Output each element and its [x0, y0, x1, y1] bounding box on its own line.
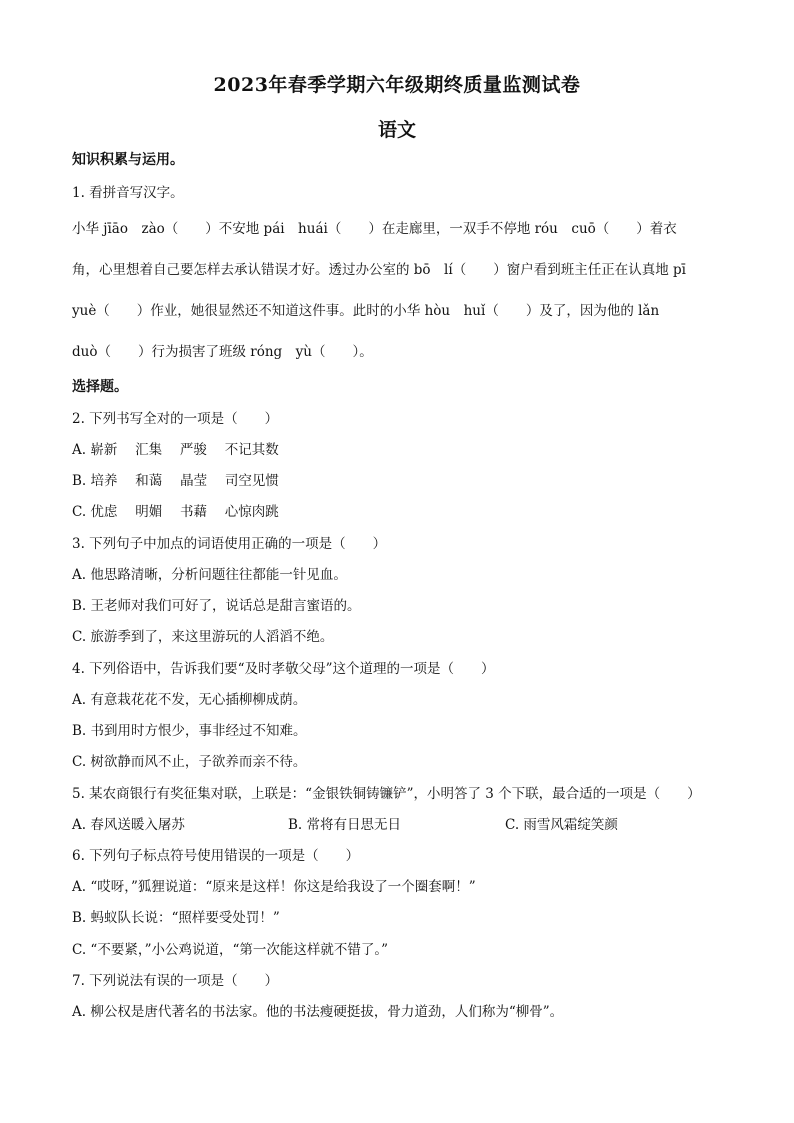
question-5-stem: 5. 某农商银行有奖征集对联，上联是：“金银铁铜铸镰铲”，小明答了 3 个下联，最合适的一项是（ ） — [72, 786, 701, 802]
question-6-stem: 6. 下列句子标点符号使用错误的一项是（ ） — [72, 848, 360, 864]
question-7-stem: 7. 下列说法有误的一项是（ ） — [72, 973, 279, 989]
question-1-line-1: 小华 jīāo zào（ ）不安地 pái huái（ ）在走廊里，一双手不停地 róu cuō（ ）着衣 — [72, 221, 677, 237]
question-4-option-a: A. 有意栽花花不发，无心插柳柳成荫。 — [72, 692, 307, 708]
question-2-option-b: B. 培养 和蔼 晶莹 司空见惯 — [72, 473, 279, 489]
question-5-option-b: B. 常将有日思无日 — [288, 817, 402, 833]
question-2-option-a: A. 崭新 汇集 严骏 不记其数 — [72, 442, 279, 458]
question-6-option-b: B. 蚂蚁队长说：“照样要受处罚！” — [72, 910, 280, 926]
question-1-stem: 1. 看拼音写汉字。 — [72, 185, 184, 201]
question-4-option-c: C. 树欲静而风不止，子欲养而亲不待。 — [72, 754, 307, 770]
section-heading-choice: 选择题。 — [72, 379, 128, 395]
question-3-option-b: B. 王老师对我们可好了，说话总是甜言蜜语的。 — [72, 598, 361, 614]
question-5-option-a: A. 春风送暖入屠苏 — [72, 817, 185, 833]
question-3-option-a: A. 他思路清晰，分析问题往往都能一针见血。 — [72, 567, 347, 583]
question-4-stem: 4. 下列俗语中，告诉我们要“及时孝敬父母”这个道理的一项是（ ） — [72, 661, 495, 677]
subject-title: 语文 — [377, 119, 416, 141]
question-2-option-c: C. 优虑 明媚 书藉 心惊肉跳 — [72, 504, 279, 520]
question-6-option-a: A. “哎呀，”狐狸说道：“原来是这样！你这是给我设了一个圈套啊！” — [72, 879, 476, 895]
question-3-stem: 3. 下列句子中加点的词语使用正确的一项是（ ） — [72, 536, 387, 552]
question-1-line-3: yuè（ ）作业，她很显然还不知道这件事。此时的小华 hòu huǐ（ ）及了，因为他的 lǎn — [72, 303, 660, 319]
question-2-stem: 2. 下列书写全对的一项是（ ） — [72, 411, 279, 427]
section-heading-knowledge: 知识积累与运用。 — [72, 152, 184, 168]
question-3-option-c: C. 旅游季到了，来这里游玩的人滔滔不绝。 — [72, 629, 334, 645]
question-1-line-4: duò（ ）行为损害了班级 róng yù（ ）。 — [72, 344, 373, 360]
question-4-option-b: B. 书到用时方恨少，事非经过不知难。 — [72, 723, 307, 739]
question-7-option-a: A. 柳公权是唐代著名的书法家。他的书法瘦硬挺拔，骨力道劲，人们称为“柳骨”。 — [72, 1004, 564, 1020]
question-5-option-c: C. 雨雪风霜绽笑颜 — [505, 817, 618, 833]
exam-title: 2023年春季学期六年级期终质量监测试卷 — [213, 74, 581, 96]
question-6-option-c: C. “不要紧，”小公鸡说道，“第一次能这样就不错了。” — [72, 942, 389, 958]
question-1-line-2: 角，心里想着自己要怎样去承认错误才好。透过办公室的 bō lí（ ）窗户看到班主任正在认真地 pī — [72, 262, 686, 278]
